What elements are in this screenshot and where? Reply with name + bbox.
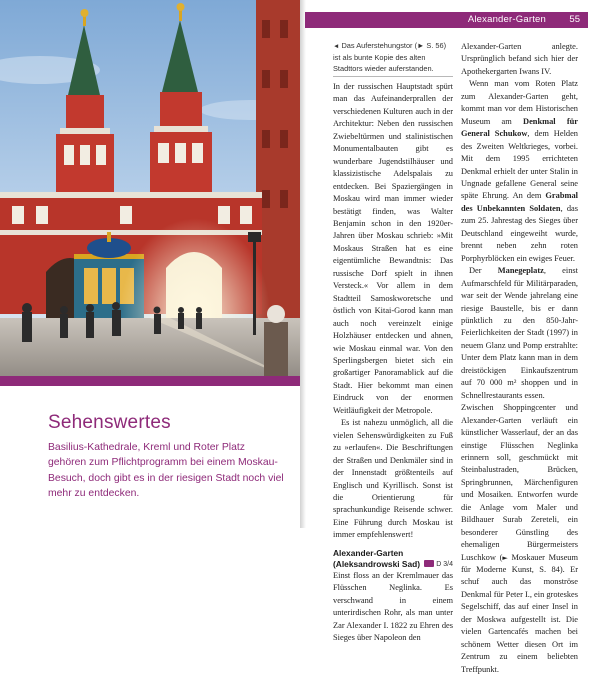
section-title: Sehenswertes	[48, 412, 171, 433]
caption-text: Das Auferstehungstor (► S. 56) ist als bunte Kopie des alten Stadttors wieder auferstanden.	[333, 41, 447, 73]
purple-divider-band	[0, 376, 300, 386]
paragraph	[461, 265, 578, 402]
cross-reference-arrow-icon: ►	[502, 553, 508, 562]
paragraph	[461, 402, 578, 676]
running-header-title: Alexander-Garten	[467, 14, 546, 25]
text-run: Wenn man vom Roten Platz zum Alexander-Garten geht, kommt man vor dem Historischen Museum am	[461, 79, 578, 126]
page-number: 55	[569, 14, 580, 25]
running-header	[305, 12, 588, 28]
bold-term: Denkmal für General Schukow	[461, 116, 578, 139]
section-intro: Basilius-Kathedrale, Kreml und Roter Platz gehören zum Pflichtprogramm bei einem Moskau-Besuch, doch gibt es in der riesigen Stadt noch viel mehr zu entdecken.	[48, 442, 284, 499]
photo-caption	[333, 40, 453, 74]
left-page	[0, 0, 300, 528]
book-gutter-shadow	[300, 0, 306, 528]
paragraph: Alexander-Garten anlegte. Ursprünglich befand sich hier der Apothekergarten Iwans IV.	[461, 42, 578, 76]
map-reference-code: D 3/4	[436, 560, 453, 568]
text-column-2	[461, 41, 578, 676]
map-icon	[424, 560, 434, 567]
caption-divider	[333, 76, 453, 77]
text-column-1	[333, 81, 453, 644]
paragraph: Es ist nahezu unmöglich, all die vielen Sehenswürdigkeiten zu Fuß zu »erlaufen«. Die Beschriftungen der Straßen und Denkmäler sind in der Innenstadt größtenteils auf Englisch und Kyrillisch. Sonst ist die Orientierung für sprachunkundige Reisende schwer. Eine Führung durch Moskau ist immer empfehlenswert!	[333, 418, 453, 540]
paragraph: In der russischen Hauptstadt spürt man das Aufeinanderprallen der verschiedenen Kulturen auch in der Architektur: Neben den russischen Zwiebeltürmen und stalinistischen Monumentalbauten gibt es wunderbare Jugendstilhäuser und klassizistische Adelspalais zu entdecken. Bei Spaziergängen in Moskau wird man immer wieder bestätigt finden, was Walter Benjamin schon in den 1920er-Jahren über Moskau schrieb: »Mit Moskaus Straßen hat es eine eigentümliche Bewandtnis: Das russische Dorf spielt in ihnen Versteck.« Vor allem in dem Stadtteil Samoskworetsche und östlich von Kitai-Gorod kann man auch noch vereinzelt einige Holzhäuser entdecken und ahnen, wie Moskau einmal war. Von den Sperlingsbergen bietet sich ein großartiger Panoramablick auf die Stadt. Hier bekommt man einen Eindruck von der enormen Weitläufigkeit der Metropole.	[333, 82, 453, 415]
text-run: Moskauer Museum für Moderne Kunst, S. 84). Er schuf auch das monströse Denkmal für Peter I., ein groteskes Segelschiff, das auf einer Insel in der Moskwa aufgestellt ist. Die vielen Gartencafés machen bei schönem Wetter diesen Ort im Zentrum zu einem beliebten Treffpunkt.	[461, 552, 578, 674]
paragraph	[461, 78, 578, 265]
text-run: Der	[469, 266, 498, 276]
caption-arrow-icon: ◄	[333, 43, 340, 50]
resurrection-gate-photo	[0, 0, 300, 383]
text-run: Zwischen Shoppingcenter und Alexander-Garten verläuft ein künstlicher Wasserlauf, der an das einstige Flüsschen Neglinka erinnern soll, geschmückt mit Steinbalustraden, Brücken, Springbrunnen, Märchenfiguren und Mosaiken. Entworfen wurde die Anlage vom Maler und Bildhauer Surab Zereteli, ein besonderer Günstling des ehemaligen Bürgermeisters Luschkow (	[461, 403, 578, 562]
text-run: , dem Helden des Zweiten Weltkrieges, vorbei. Mit dem 1995 errichteten Denkmal erhielt der unter Stalin in Ungnade gefallene General seine späte Ehrung. An dem	[461, 129, 578, 201]
paragraph: Einst floss an der Kremlmauer das Flüsschen Neglinka. Es verschwand in einem unterirdischen Rohr, als man unter Zar Alexander I. 1822 zu Ehren des Sieges über Napoleon den	[333, 570, 453, 643]
entry-heading-title: Alexander-Garten	[333, 547, 404, 558]
text-run: , das zum 25. Jahrestag des Sieges über Deutschland eingeweiht wurde, brennt neben zehn roten Porphyrblöcken ein ewiges Feuer.	[461, 203, 578, 263]
bold-term: Manegeplatz	[497, 266, 544, 276]
entry-heading-subtitle: (Aleksandrowski Sad)	[333, 558, 421, 569]
map-reference	[424, 559, 453, 570]
text-run: , einst Aufmarschfeld für Militärparaden, war seit der Wende jahrelang eine riesige Baustelle, bis er dann pünktlich zu den 850-Jahr-Feierlichkeiten der Stadt (1997) in neuem Glanz und Pomp erstrahlte: Unter dem Platz kann man in dem dreistöckigen Einkaufszentrum auf 70 000 m² shoppen und in Schnellrestaurants essen.	[461, 266, 578, 400]
bold-term: Grabmal des Unbekannten Soldaten	[461, 191, 578, 213]
entry-heading	[333, 548, 453, 570]
